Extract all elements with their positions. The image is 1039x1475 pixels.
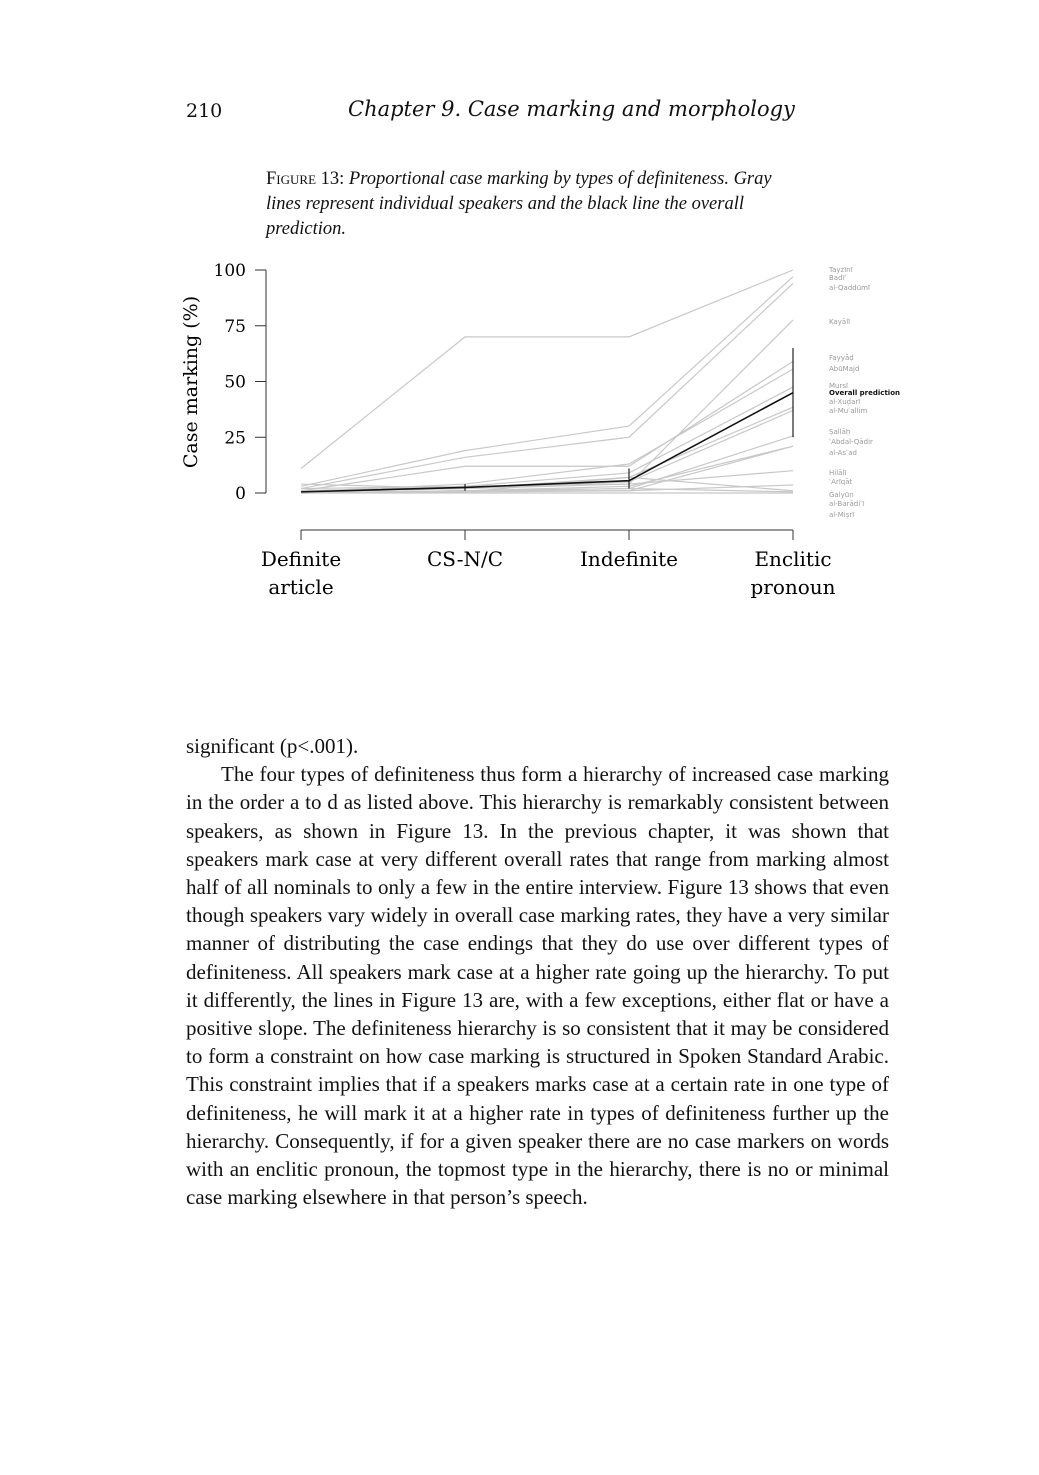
speaker-label: Tayzīnī xyxy=(829,266,853,274)
speaker-line xyxy=(301,410,793,490)
caption-text: Proportional case marking by types of definiteness. Gray lines represent individual speakers and the black line the overall prediction. xyxy=(266,169,772,239)
x-tick-label: Enclitic xyxy=(754,547,832,571)
paragraph: The four types of definiteness thus form a hierarchy of increased case marking in the order a to d as listed above. This hierarchy is remarkably consistent between speakers, as shown in Figure 13. In the previous chapter, it was shown that speakers mark case at very different overall rates that range from marking almost half of all nominals to only a few in the entire interview. Figure 13 shows that even though speakers vary widely in overall case marking rates, they have a very similar manner of distributing the case endings that they do use over different types of definiteness. All speakers mark case at a higher rate going up the hierarchy. To put it differently, the lines in Figure 13 are, with a few exceptions, either flat or have a positive slope. The definiteness hierarchy is so consistent that it may be considered to form a constraint on how case marking is structured in Spoken Standard Arabic. This constraint implies that if a speakers marks case at a certain rate in one type of definiteness, he will mark it at a higher rate in types of definiteness further up the hierarchy. Consequently, if for a given speaker there are no case markers on words with an enclitic pronoun, the topmost type in the hierarchy, there is no or minimal case marking elsewhere in that person’s speech. xyxy=(186,762,889,1210)
y-tick-label: 75 xyxy=(224,316,246,337)
speaker-label: al-Muʿallim xyxy=(829,407,868,415)
y-tick-label: 50 xyxy=(224,372,246,393)
speaker-label: al-Asʿad xyxy=(829,449,857,457)
paragraph: significant (p<.001). xyxy=(186,734,359,758)
y-tick-label: 0 xyxy=(235,484,246,504)
x-tick-label: Indefinite xyxy=(580,547,678,571)
x-tick-label: CS-N/C xyxy=(426,547,504,571)
x-tick-label: article xyxy=(268,575,334,599)
y-axis-label: Case marking (%) xyxy=(180,295,202,469)
speaker-label: Ġalyūn xyxy=(829,491,854,499)
speaker-label: al-Miṣrī xyxy=(829,511,855,519)
speaker-label: Ṣallāḥ xyxy=(829,428,851,436)
speaker-label: al-Qaddūmī xyxy=(829,284,870,292)
speaker-label: Badīʿ xyxy=(829,274,847,282)
line-chart xyxy=(0,0,1039,620)
page-number: 210 xyxy=(186,100,223,122)
speaker-line xyxy=(301,277,793,487)
speaker-label: Mursī xyxy=(829,382,848,390)
y-tick-label: 100 xyxy=(213,261,246,281)
running-head: Chapter 9. Case marking and morphology xyxy=(348,97,795,121)
speaker-label: Kayālī xyxy=(829,318,851,326)
caption-label: Figure 13: xyxy=(266,169,345,189)
speaker-label: AbūMajd xyxy=(829,365,860,373)
speaker-label: Fayyāḍ xyxy=(829,354,854,362)
x-tick-label: Definite xyxy=(260,547,342,571)
speaker-label: al-Barādiʿī xyxy=(829,500,865,508)
body-text xyxy=(186,732,889,1211)
speaker-label: Hilālī xyxy=(829,469,847,477)
x-tick-label: pronoun xyxy=(750,575,836,599)
speaker-label: ʿArīqāt xyxy=(829,478,853,486)
speaker-label: al-Xuḍarī xyxy=(829,398,861,406)
speaker-line xyxy=(301,320,793,491)
speaker-line xyxy=(301,283,793,488)
y-tick-label: 25 xyxy=(224,428,246,449)
speaker-line xyxy=(301,369,793,492)
overall-prediction-label: Overall prediction xyxy=(829,389,900,397)
speaker-label: ʿAbdal-Qādir xyxy=(829,438,873,446)
